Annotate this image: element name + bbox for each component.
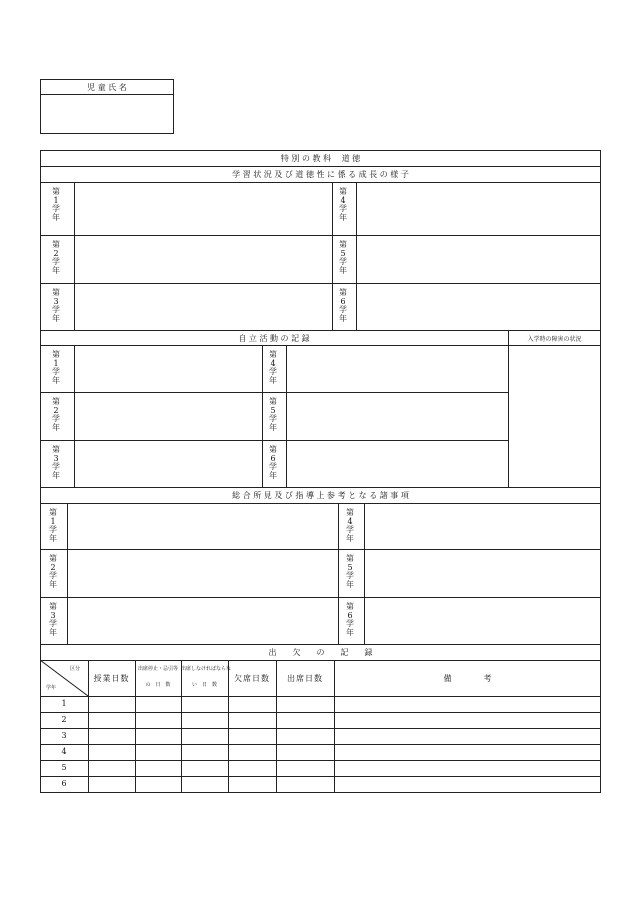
- jiritsu-grade-label: 第3学年: [52, 445, 60, 480]
- header-class-days: 授業日数: [93, 674, 130, 683]
- moral-entry-field[interactable]: [75, 284, 331, 329]
- jiritsu-grade-label: 第5学年: [269, 397, 277, 432]
- general-grade-label: 第5学年: [346, 554, 354, 589]
- moral-entry-field[interactable]: [357, 183, 600, 234]
- jiritsu-side-label: 入学時の障害の状況: [527, 336, 582, 343]
- jiritsu-grade-label: 第2学年: [52, 397, 60, 432]
- attendance-row-grade: 1: [61, 699, 67, 708]
- general-entry-field[interactable]: [365, 504, 600, 548]
- moral-entry-field[interactable]: [357, 284, 600, 329]
- general-entry-field[interactable]: [68, 504, 337, 548]
- divider: [40, 166, 601, 167]
- general-entry-field[interactable]: [68, 598, 337, 643]
- general-grade-label: 第3学年: [49, 602, 57, 637]
- moral-grade-label: 第6学年: [339, 288, 347, 323]
- divider: [40, 487, 601, 488]
- header-suspension-top: 出席停止・忌引等: [137, 666, 178, 672]
- attendance-entry-grid[interactable]: [89, 697, 600, 792]
- header-suspension-bottom: の 日 数: [145, 682, 171, 688]
- moral-entry-field[interactable]: [75, 236, 331, 282]
- header-required-bottom: い 日 数: [191, 682, 217, 688]
- general-entry-field[interactable]: [68, 550, 337, 596]
- jiritsu-grade-label: 第6学年: [269, 445, 277, 480]
- jiritsu-entry-field[interactable]: [287, 346, 507, 391]
- header-absence-days: 欠席日数: [234, 674, 270, 683]
- attendance-row-grade: 6: [61, 779, 67, 788]
- jiritsu-entry-field[interactable]: [75, 346, 261, 391]
- moral-grade-label: 第2学年: [52, 240, 60, 275]
- divider: [262, 345, 263, 487]
- jiritsu-grade-label: 第4学年: [269, 350, 277, 385]
- moral-grade-label: 第4学年: [339, 187, 347, 222]
- general-title: 総 合 所 見 及 び 指 導 上 参 考 と な る 諸 事 項: [232, 491, 409, 500]
- attendance-row-grade: 5: [61, 763, 67, 772]
- general-entry-field[interactable]: [365, 598, 600, 643]
- attendance-row-grade: 4: [61, 747, 67, 756]
- moral-grade-label: 第5学年: [339, 240, 347, 275]
- attendance-row-grade: 2: [61, 715, 67, 724]
- moral-grade-label: 第1学年: [52, 187, 60, 222]
- jiritsu-title: 自 立 活 動 の 記 録: [238, 334, 310, 343]
- general-grade-label: 第2学年: [49, 554, 57, 589]
- general-grade-label: 第6学年: [346, 602, 354, 637]
- attendance-title: 出 欠 の 記 録: [268, 648, 373, 657]
- header-required-top: 出席しなければならな: [181, 666, 232, 672]
- divider: [332, 182, 333, 330]
- divider: [338, 503, 339, 644]
- header-attendance-days: 出席日数: [287, 674, 323, 683]
- student-name-field[interactable]: [41, 95, 173, 133]
- divider: [40, 660, 601, 661]
- disability-status-field[interactable]: [509, 346, 600, 486]
- jiritsu-entry-field[interactable]: [287, 393, 507, 439]
- moral-subtitle: 学 習 状 況 及 び 道 徳 性 に 係 る 成 長 の 様 子: [232, 170, 409, 179]
- jiritsu-entry-field[interactable]: [75, 441, 261, 486]
- jiritsu-entry-field[interactable]: [75, 393, 261, 439]
- general-grade-label: 第1学年: [49, 508, 57, 543]
- student-name-label: 児 童 氏 名: [87, 83, 127, 92]
- moral-entry-field[interactable]: [357, 236, 600, 282]
- divider: [40, 330, 601, 331]
- corner-label-category: 区分: [70, 666, 81, 672]
- header-remarks: 備 考: [443, 674, 492, 683]
- moral-title: 特 別 の 教 科 道 徳: [280, 154, 361, 163]
- jiritsu-grade-label: 第1学年: [52, 350, 60, 385]
- corner-label-grade: 学年: [46, 685, 57, 691]
- moral-grade-label: 第3学年: [52, 288, 60, 323]
- moral-entry-field[interactable]: [75, 183, 331, 234]
- divider: [40, 644, 601, 645]
- jiritsu-entry-field[interactable]: [287, 441, 507, 486]
- general-entry-field[interactable]: [365, 550, 600, 596]
- attendance-row-grade: 3: [61, 731, 67, 740]
- general-grade-label: 第4学年: [346, 508, 354, 543]
